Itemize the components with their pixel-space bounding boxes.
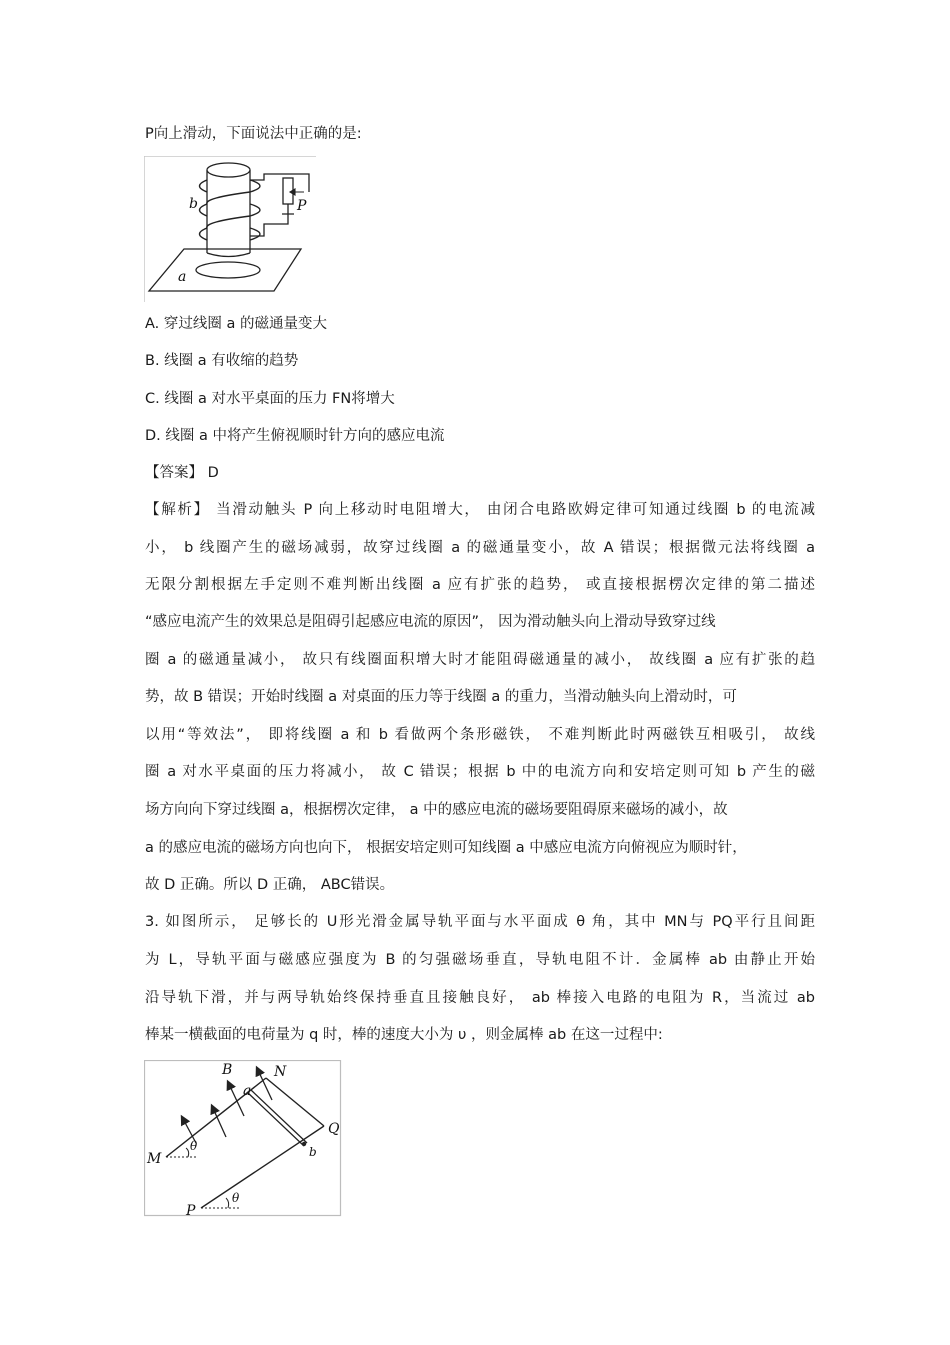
question3-line: 沿导轨下滑，并与两导轨始终保持垂直且接触良好， ab 棒接入电路的电阻为 R，当流过 ab	[145, 990, 815, 1006]
label-N: N	[274, 1064, 287, 1080]
analysis-line: 小， b 线圈产生的磁场减弱，故穿过线圈 a 的磁通量变小，故 A 错误；根据微元法将线圈 a	[145, 540, 815, 556]
label-theta-top: θ	[190, 1139, 198, 1153]
label-b: b	[309, 1145, 317, 1159]
label-M: M	[147, 1151, 162, 1167]
analysis-line: 【解析】 当滑动触头 P 向上移动时电阻增大， 由闭合电路欧姆定律可知通过线圈 b 的电流减	[145, 502, 815, 518]
option-b: B. 线圈 a 有收缩的趋势	[145, 353, 299, 369]
option-c: C. 线圈 a 对水平桌面的压力 FN将增大	[145, 391, 395, 407]
analysis-line: 以用“等效法”， 即将线圈 a 和 b 看做两个条形磁铁， 不难判断此时两磁铁互相吸引， 故线	[145, 727, 815, 743]
rails-diagram	[144, 1060, 342, 1217]
option-a: A. 穿过线圈 a 的磁通量变大	[145, 316, 327, 332]
question3-line: 为 L，导轨平面与磁感应强度为 B 的匀强磁场垂直，导轨电阻不计．金属棒 ab 由静止开始	[145, 952, 815, 968]
label-a: a	[243, 1083, 252, 1099]
figure-rails	[144, 1060, 342, 1217]
label-b: b	[189, 196, 198, 212]
answer-line: 【答案】 D	[145, 465, 219, 481]
label-p: P	[297, 198, 307, 214]
label-theta-bottom: θ	[232, 1191, 240, 1205]
solenoid-diagram	[144, 156, 319, 302]
analysis-line: 圈 a 的磁通量减小， 故只有线圈面积增大时才能阻碍磁通量的减小， 故线圈 a 应有扩张的趋	[145, 652, 815, 668]
label-Q: Q	[328, 1121, 340, 1137]
label-a: a	[178, 269, 187, 285]
question3-line: 棒某一横截面的电荷量为 q 时，棒的速度大小为 υ ，则金属棒 ab 在这一过程中:	[145, 1027, 663, 1043]
intro-line: P向上滑动，下面说法中正确的是:	[145, 126, 362, 142]
analysis-line: 场方向向下穿过线圈 a，根据楞次定律， a 中的感应电流的磁场要阻碍原来磁场的减小，故	[145, 802, 728, 818]
option-d: D. 线圈 a 中将产生俯视顺时针方向的感应电流	[145, 428, 445, 444]
figure-solenoid	[144, 156, 319, 302]
analysis-line: 势，故 B 错误；开始时线圈 a 对桌面的压力等于线圈 a 的重力，当滑动触头向上滑动时，可	[145, 689, 737, 705]
question3-line: 3. 如图所示， 足够长的 U形光滑金属导轨平面与水平面成 θ 角，其中 MN与 PQ平行且间距	[145, 914, 815, 930]
analysis-line: 圈 a 对水平桌面的压力将减小， 故 C 错误；根据 b 中的电流方向和安培定则可知 b 产生的磁	[145, 764, 815, 780]
analysis-line: “感应电流产生的效果总是阻碍引起感应电流的原因”， 因为滑动触头向上滑动导致穿过线	[145, 614, 716, 630]
analysis-line: 故 D 正确。所以 D 正确， ABC错误。	[145, 877, 395, 893]
label-B: B	[222, 1062, 233, 1078]
label-P: P	[186, 1203, 196, 1217]
analysis-line: 无限分割根据左手定则不难判断出线圈 a 应有扩张的趋势， 或直接根据楞次定律的第二描述	[145, 577, 815, 593]
analysis-line: a 的感应电流的磁场方向也向下， 根据安培定则可知线圈 a 中感应电流方向俯视应为顺时针，	[145, 840, 747, 856]
